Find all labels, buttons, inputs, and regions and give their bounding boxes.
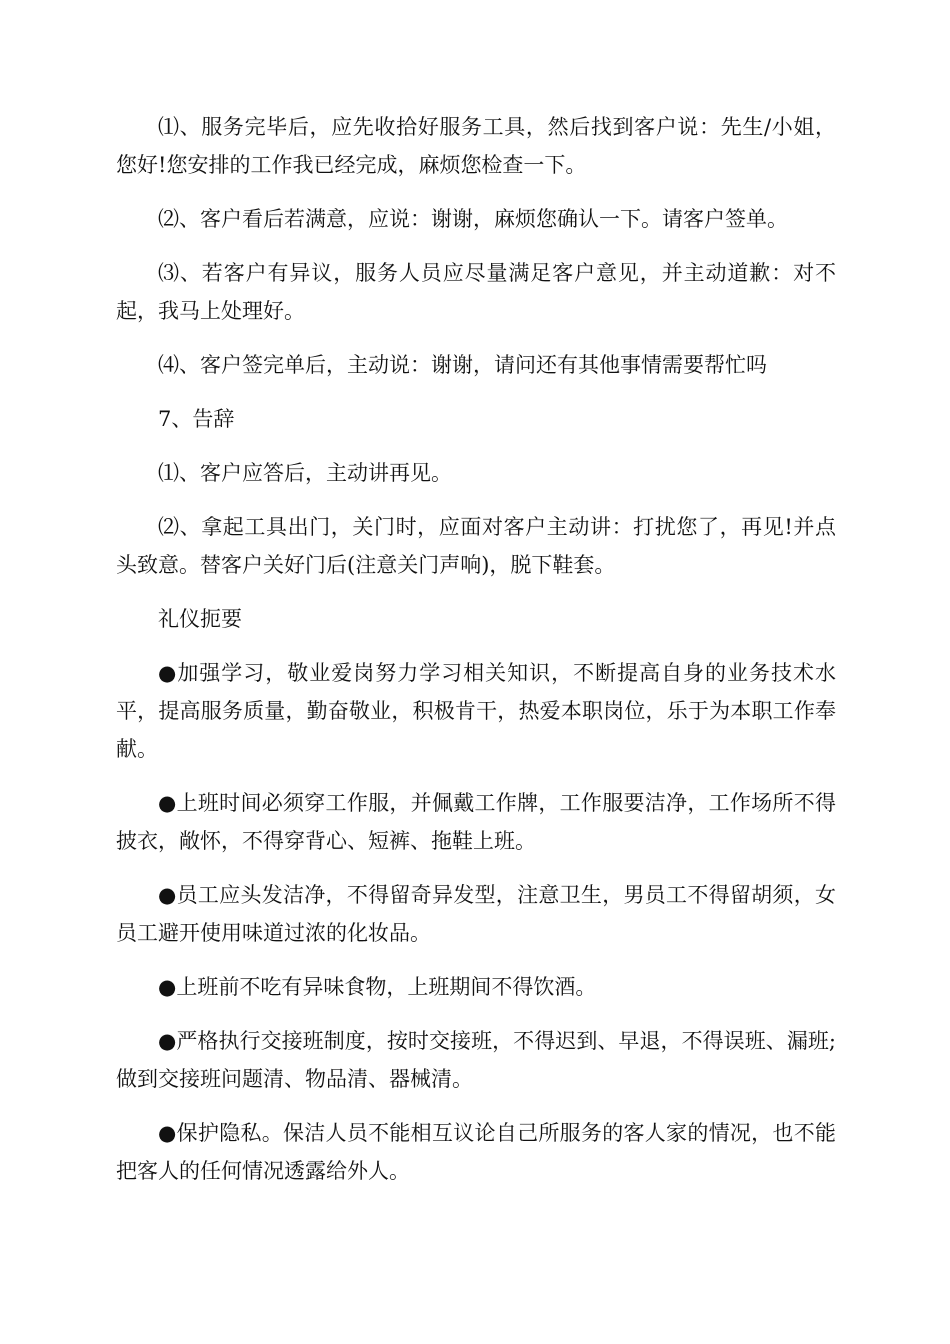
- paragraph-leave-closing-door: ⑵、拿起工具出门，关门时，应面对客户主动讲：打扰您了，再见!并点头致意。替客户关好门后(注意关门声响)，脱下鞋套。: [116, 515, 836, 577]
- bullet-shift-handover: ●严格执行交接班制度，按时交接班，不得迟到、早退，不得误班、漏班;做到交接班问题清、物品清、器械清。: [116, 1029, 836, 1091]
- paragraph-customer-objection: ⑶、若客户有异议，服务人员应尽量满足客户意见，并主动道歉：对不起，我马上处理好。: [116, 261, 836, 323]
- bullet-food-drink: ●上班前不吃有异味食物，上班期间不得饮酒。: [158, 975, 597, 999]
- document-body: [116, 108, 836, 1206]
- bullet-uniform: ●上班时间必须穿工作服，并佩戴工作牌，工作服要洁净，工作场所不得披衣，敞怀，不得穿背心、短裤、拖鞋上班。: [116, 791, 836, 853]
- paragraph-say-goodbye: ⑴、客户应答后，主动讲再见。: [158, 461, 452, 485]
- paragraph-customer-satisfied: ⑵、客户看后若满意，应说：谢谢，麻烦您确认一下。请客户签单。: [158, 207, 788, 231]
- section-heading-etiquette-summary: 礼仪扼要: [158, 607, 242, 631]
- bullet-privacy: ●保护隐私。保洁人员不能相互议论自己所服务的客人家的情况，也不能把客人的任何情况透露给外人。: [116, 1121, 836, 1183]
- bullet-grooming: ●员工应头发洁净，不得留奇异发型，注意卫生，男员工不得留胡须，女员工避开使用味道过浓的化妆品。: [116, 883, 836, 945]
- bullet-study: ●加强学习，敬业爱岗努力学习相关知识，不断提高自身的业务技术水平，提高服务质量，勤奋敬业，积极肯干，热爱本职岗位，乐于为本职工作奉献。: [116, 661, 836, 761]
- paragraph-after-signing: ⑷、客户签完单后，主动说：谢谢，请问还有其他事情需要帮忙吗: [158, 353, 767, 377]
- paragraph-service-complete: ⑴、服务完毕后，应先收拾好服务工具，然后找到客户说：先生/小姐，您好!您安排的工作我已经完成，麻烦您检查一下。: [116, 115, 836, 177]
- section-heading-farewell: 7、告辞: [158, 407, 235, 431]
